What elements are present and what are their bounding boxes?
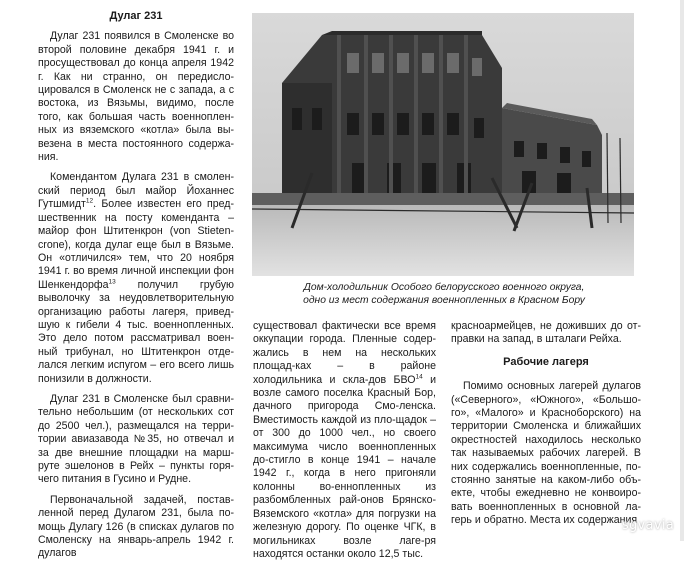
photo-caption-line-1: Дом-холодильник Особого белорусского военного округа, <box>303 282 585 293</box>
paragraph-4: Первоначальной задачей, постав-ленной перед Дулагом 231, была по-мощь Дулагу 126 (в списках дулагов по Смоленску на январь-апрель 1942 г. дулагов <box>38 493 234 560</box>
left-column <box>38 10 234 561</box>
paragraph-7: Помимо основных лагерей дулагов («Северного», «Южного», «Большо-го», «Малого» и Красноборского) на территории Смоленска и ближайших окрестностей находилось несколько так называемых рабочих лагерей. В них содержались военнопленные, по-стоянно занятые на каком-либо объ-екте, чтобы ежедневно не конвоиро-вать военнопленных в основной ла-герь и обратно. Места их содержания <box>451 380 641 527</box>
section-heading: Рабочие лагеря <box>503 355 589 368</box>
watermark-text: sgvavia <box>621 518 674 533</box>
footnote-ref-14: 14 <box>415 373 423 381</box>
footnote-ref-13: 13 <box>108 278 116 286</box>
paragraph-2-rest: . Более известен его пред-шественник на посту коменданта – майор фон Штитенкрон (von Stieten-crone), когда дулаг еще был в Вязьме. Он «отличился» тем, что 20 ноября 1941 г. во время личной инспекции фон Шенкендорфа <box>38 198 234 291</box>
middle-column <box>253 320 436 561</box>
footnote-ref-12: 12 <box>85 197 94 205</box>
paragraph-5-text: существовал фактически все время оккупации города. Пленные содер-жались в нем на нескольких площад-ках – в районе холодильника и скла-дов БВО <box>253 320 436 386</box>
paragraph-5-rest: и возле самого поселка Красный Бор, дачного пригорода Смо-ленска. Вместимость каждой из пло-щадок – от 300 до 1000 чел., но своего максимума число военнопленных до-стигло в конце 1941 – начале 1942 г., когда в него пригоняли колонны во-еннопленных из разбомбленных рай-онов Брянско-Вяземского «котла» для погрузки на железную дорогу. По оценке ЧГК, в могильниках возле лаге-ря находятся останки около 12,5 тыс. <box>253 373 436 560</box>
building-photo <box>252 13 634 276</box>
article-title: Дулаг 231 <box>109 10 163 22</box>
paragraph-5 <box>253 320 436 561</box>
paragraph-2-tail: получил грубую выволочку за неудовлетворительную организацию работы лагеря, привед-шую к гибели 4 тыс. военнопленных. Это дело потом рассматривал воен-ный трибунал, но Штитенкрон отде-лался легким испугом – его всего лишь понизили в должности. <box>38 278 234 385</box>
photo-caption <box>252 281 636 308</box>
photo-caption-line-2: одно из мест содержания военнопленных в Красном Бору <box>303 295 585 307</box>
paragraph-1: Дулаг 231 появился в Смоленске во второй половине декабря 1941 г. и просуществовал до конца апреля 1942 г. Как ни странно, он передисло-цировался в Смоленск не с запада, а с востока, из Вязьмы, видимо, после того, как большая часть военноплен-ных из вяземского «котла» была вы-везена в места постоянного содержа-ния. <box>38 30 234 164</box>
paragraph-2-text: Комендантом Дулага 231 в смолен-ский период был майор Йоханнес Гутшмидт <box>38 171 234 211</box>
scrollbar-track[interactable] <box>680 0 684 541</box>
paragraph-2 <box>38 171 234 386</box>
building-photo-drawing <box>252 13 634 276</box>
paragraph-6: красноармейцев, не доживших до от-правки на запад, в шталаги Рейха. <box>451 320 641 346</box>
right-column <box>451 320 641 528</box>
paragraph-3: Дулаг 231 в Смоленске был сравни-тельно небольшим (от нескольких сот до 2500 чел.), размещался на терри-тории авиазавода №35, но отвечал и за две внешние площадки на марш-руте эшелонов в Рейх – пункты горя-чего питания в Гусино и Рудне. <box>38 392 234 486</box>
